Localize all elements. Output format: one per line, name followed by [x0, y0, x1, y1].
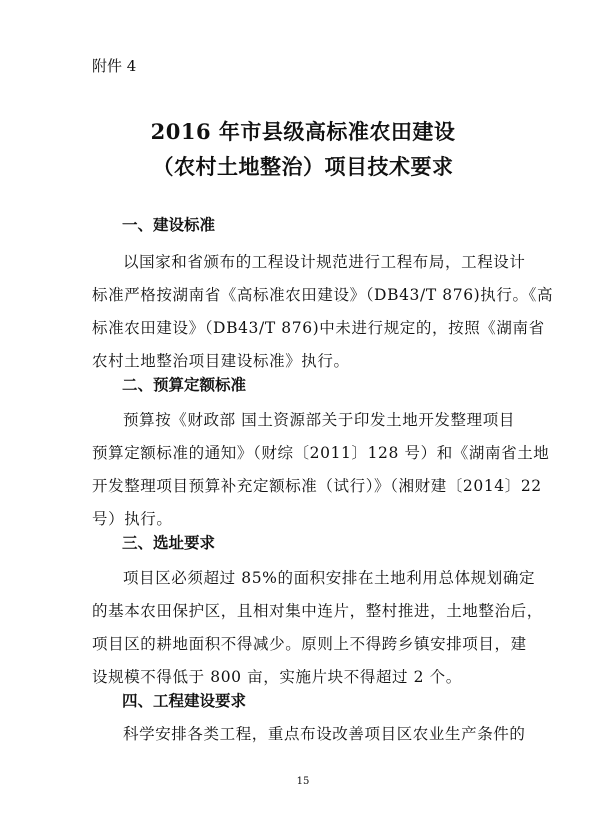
paragraph-line: 标准农田建设》（DB43/T 876)中未进行规定的，按照《湖南省	[92, 319, 545, 337]
document-title-line-2: （农村土地整治）项目技术要求	[152, 154, 454, 179]
paragraph-line: 农村土地整治项目建设标准》执行。	[92, 352, 350, 370]
section-body-site-selection	[92, 562, 543, 694]
paragraph-line: 项目区的耕地面积不得减少。原则上不得跨乡镇安排项目，建	[92, 635, 527, 653]
paragraph-line: 以国家和省颁布的工程设计规范进行工程布局，工程设计	[123, 253, 526, 271]
paragraph-line: 科学安排各类工程，重点布设改善项目区农业生产条件的	[123, 725, 526, 743]
section-heading-standards: 一、建设标准	[122, 215, 216, 234]
paragraph-line: 开发整理项目预算补充定额标准（试行）》（湘财建〔2014〕22	[92, 477, 542, 495]
paragraph-line: 预算定额标准的通知》（财综〔2011〕128 号）和《湖南省土地	[92, 444, 550, 462]
paragraph-line: 标准严格按湖南省《高标准农田建设》（DB43/T 876)执行。《高	[92, 286, 554, 304]
page-number: 15	[296, 776, 310, 787]
paragraph-line: 的基本农田保护区，且相对集中连片，整村推进，土地整治后，	[92, 602, 543, 620]
paragraph-line: 项目区必须超过 85%的面积安排在土地利用总体规划确定	[123, 569, 536, 587]
paragraph-line: 设规模不得低于 800 亩，实施片块不得超过 2 个。	[92, 668, 462, 686]
section-heading-construction: 四、工程建设要求	[122, 691, 247, 710]
section-body-standards	[92, 246, 554, 378]
document-title-line-1: 2016 年市县级高标准农田建设	[150, 119, 456, 144]
attachment-label: 附件 4	[92, 57, 137, 75]
section-body-budget	[92, 404, 550, 536]
paragraph-line: 预算按《财政部 国土资源部关于印发土地开发整理项目	[123, 411, 515, 429]
section-body-construction	[92, 718, 526, 751]
section-heading-budget: 二、预算定额标准	[122, 375, 247, 394]
section-heading-site-selection: 三、选址要求	[122, 533, 216, 552]
paragraph-line: 号）执行。	[92, 510, 173, 528]
